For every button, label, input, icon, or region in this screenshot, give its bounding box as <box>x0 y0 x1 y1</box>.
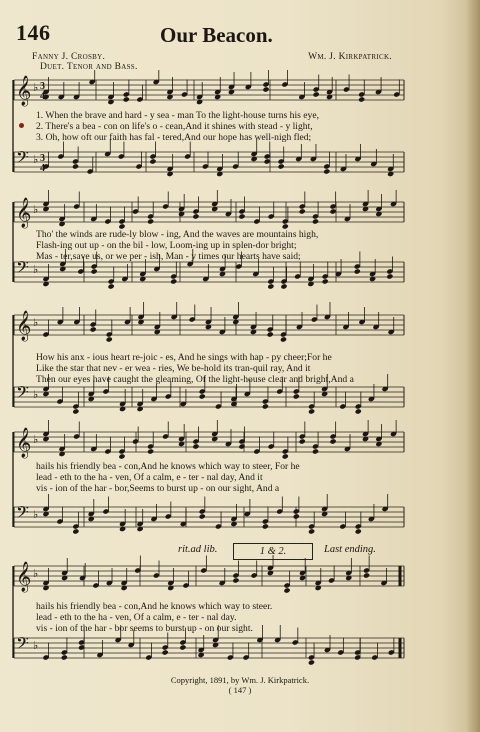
hymn-number: 146 <box>16 20 51 45</box>
lyric-line: hails his friendly bea - con,And he knows which way to steer, For he <box>36 461 300 472</box>
lyric-line: Tho' the winds are rude-ly blow - ing, And the waves are mountains high, <box>36 229 319 240</box>
treble-clef-icon: 𝄞 <box>16 562 32 592</box>
time-signature: 4 <box>40 163 45 174</box>
lyric-line: 2. There's a bea - con on life's o - cean,And it shines with stead - y light, <box>36 121 313 132</box>
bass-clef-icon: 𝄢 <box>16 502 29 526</box>
lyric-line: Then our eyes have caught the gleaming, Of the light-house clear and bright,And a <box>36 374 354 385</box>
lyric-line: hails his friendly bea - con,And he knows which way to steer. <box>36 601 273 612</box>
bass-clef-icon: 𝄢 <box>16 633 29 657</box>
last-ending-direction: Last ending. <box>324 544 376 555</box>
bass-staff <box>14 494 404 535</box>
ritard-direction: rit.ad lib. <box>178 544 218 555</box>
time-signature: 3 <box>40 81 45 92</box>
lyrics-block-5 <box>36 601 406 634</box>
lyrics-block-2 <box>36 229 406 262</box>
composer-credit: Wm. J. Kirkpatrick. <box>308 52 392 62</box>
bass-clef-icon: 𝄢 <box>16 257 29 281</box>
key-signature-flat-icon: ♭ <box>33 264 39 276</box>
lyric-line: lead - eth to the ha - ven, Of a calm, e - ter - nal day, And it <box>36 472 263 483</box>
lyricist-credit: Fanny J. Crosby. <box>32 52 106 62</box>
key-signature-flat-icon: ♭ <box>33 640 39 652</box>
treble-clef-icon: 𝄞 <box>16 311 32 341</box>
key-signature-flat-icon: ♭ <box>33 434 39 446</box>
voicing-note: Duet. Tenor and Bass. <box>40 62 138 72</box>
key-signature-flat-icon: ♭ <box>33 568 39 580</box>
bass-staff <box>14 139 404 177</box>
key-signature-flat-icon: ♭ <box>33 82 39 94</box>
treble-staff <box>14 190 404 230</box>
treble-staff <box>14 420 404 460</box>
key-signature-flat-icon: ♭ <box>33 389 39 401</box>
lyric-line: vis - ion of the har - bor seems to burst up - on our sight. <box>36 623 253 634</box>
time-signature: 3 <box>40 153 45 164</box>
page-number: ( 147 ) <box>228 685 252 695</box>
treble-staff <box>14 70 404 105</box>
first-second-ending-box: 1 & 2. <box>233 543 313 560</box>
lyrics-block-3 <box>36 352 406 385</box>
treble-staff <box>14 555 404 594</box>
treble-staff <box>14 302 404 343</box>
bass-clef-icon: 𝄢 <box>16 382 29 406</box>
lyric-line: vis - ion of the har - bor,Seems to burst up - on our sight, And a <box>36 483 280 494</box>
lyric-line: 3. Oh, how oft our faith has fal - tered,And our hope has well-nigh fled; <box>36 132 312 143</box>
time-signature: 4 <box>40 91 45 102</box>
key-signature-flat-icon: ♭ <box>33 509 39 521</box>
key-signature-flat-icon: ♭ <box>33 204 39 216</box>
lyric-line: Flash-ing out up - on the bil - low, Loom-ing up in splen-dor bright; <box>36 240 297 251</box>
lyric-line: Like the star that nev - er wea - ries, We be-hold its tran-quil ray, And it <box>36 363 311 374</box>
margin-dot <box>19 123 24 128</box>
lyric-line: Mas - ter,save us, or we per - ish, Man - y times our hearts have said; <box>36 251 301 262</box>
key-signature-flat-icon: ♭ <box>33 317 39 329</box>
key-signature-flat-icon: ♭ <box>33 154 39 166</box>
bass-clef-icon: 𝄢 <box>16 147 29 171</box>
lyric-line: 1. When the brave and hard - y sea - man To the light-house turns his eye, <box>36 110 319 121</box>
treble-clef-icon: 𝄞 <box>16 198 32 228</box>
lyrics-block-1 <box>36 110 406 143</box>
hymn-title: Our Beacon. <box>160 23 273 47</box>
treble-clef-icon: 𝄞 <box>16 428 32 458</box>
lyrics-block-4 <box>36 461 406 494</box>
lyric-line: How his anx - ious heart re-joic - es, And he sings with hap - py cheer;For he <box>36 352 332 363</box>
lyric-line: lead - eth to the ha - ven, Of a calm, e - ter - nal day. <box>36 612 237 623</box>
copyright-notice: Copyright, 1891, by Wm. J. Kirkpatrick. <box>170 675 310 685</box>
treble-clef-icon: 𝄞 <box>16 76 32 106</box>
